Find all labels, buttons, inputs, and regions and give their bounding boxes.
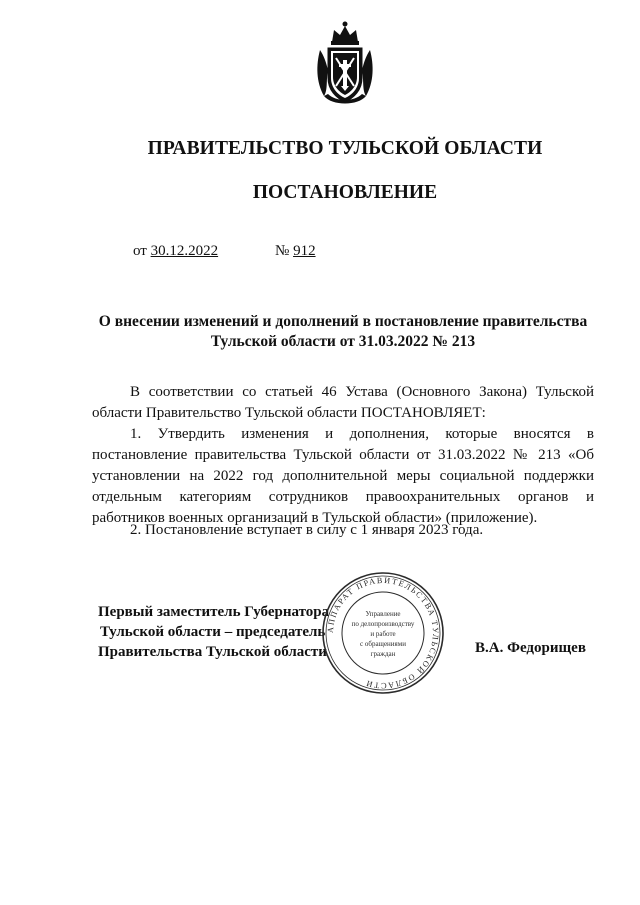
number-value: 912 bbox=[293, 243, 316, 259]
stamp-ring-text: АППАРАТ ПРАВИТЕЛЬСТВА ТУЛЬСКОЙ ОБЛАСТИ bbox=[325, 575, 441, 691]
stamp-center-line-4: с обращениями bbox=[360, 640, 406, 648]
date-prefix: от bbox=[133, 243, 147, 259]
position-line-3: Правительства Тульской области bbox=[98, 644, 327, 660]
subject-line-1: О внесении изменений и дополнений в постановление правительства bbox=[98, 313, 588, 330]
stamp-center-line-2: по делопроизводству bbox=[351, 620, 415, 628]
stamp-center-line-5: граждан bbox=[370, 650, 396, 658]
date-value: 30.12.2022 bbox=[150, 243, 219, 259]
document-type-heading: ПОСТАНОВЛЕНИЕ bbox=[252, 182, 438, 203]
number-prefix: № bbox=[275, 243, 290, 259]
body-paragraph-1: В соответствии со статьей 46 Устава (Основного Закона) Тульской области Правительство Тульской области ПОСТАНОВЛЯЕТ: bbox=[92, 384, 594, 421]
stamp-center-line-3: и работе bbox=[370, 630, 396, 638]
body-paragraph-2: 1. Утвердить изменения и дополнения, которые вносятся в постановление правительства Тульской области от 31.03.2022 № 213 «Об установлении на 2022 год дополнительной меры социальной поддержки отдельным категориям сотрудников правоохранительных органов и работников военных организаций в Тульской области» (приложение). bbox=[92, 426, 594, 526]
tula-region-coat-of-arms-icon bbox=[314, 20, 376, 108]
signer-name: В.А. Федорищев bbox=[475, 640, 586, 656]
stamp-center-line-1: Управление bbox=[365, 610, 401, 618]
government-title: ПРАВИТЕЛЬСТВО ТУЛЬСКОЙ ОБЛАСТИ bbox=[147, 138, 543, 159]
document-date bbox=[133, 243, 218, 260]
position-line-2: Тульской области – председатель bbox=[100, 624, 326, 640]
document-subject bbox=[92, 312, 594, 352]
subject-line-2: Тульской области от 31.03.2022 № 213 bbox=[210, 333, 476, 350]
signatory-position bbox=[98, 602, 329, 662]
official-stamp bbox=[320, 570, 446, 696]
position-line-1: Первый заместитель Губернатора bbox=[98, 604, 330, 620]
body-paragraph-3: 2. Постановление вступает в силу с 1 января 2023 года. bbox=[130, 522, 484, 538]
document-number bbox=[275, 243, 316, 260]
